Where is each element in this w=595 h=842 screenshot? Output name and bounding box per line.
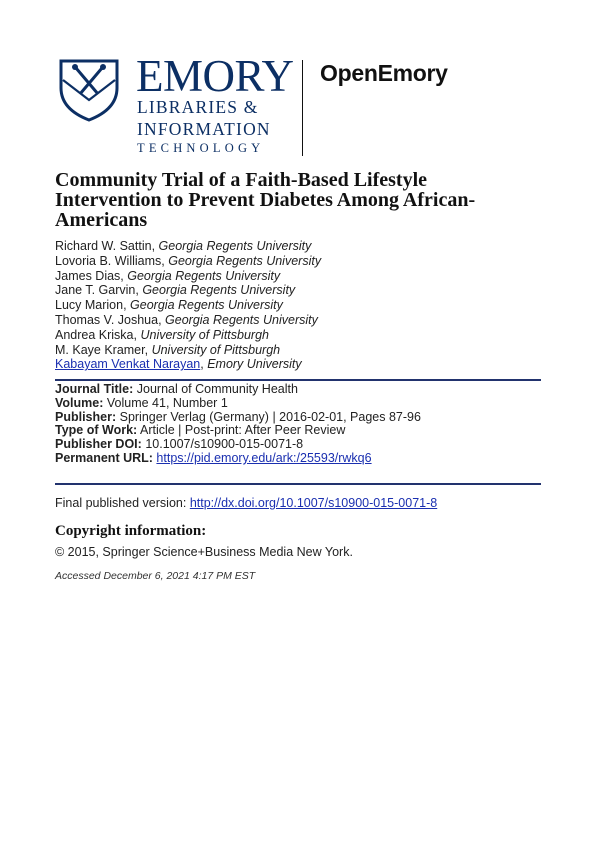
author-affiliation: Georgia Regents University: [142, 283, 296, 298]
author-row: James Dias, Georgia Regents University: [55, 268, 281, 283]
metadata-block: [55, 383, 541, 466]
author-name: James Dias: [55, 268, 121, 283]
meta-label: Permanent URL:: [55, 450, 153, 465]
accessed-timestamp: Accessed December 6, 2021 4:17 PM EST: [55, 570, 256, 582]
libraries-line-1: LIBRARIES &: [137, 97, 259, 117]
meta-label: Publisher:: [55, 409, 117, 424]
author-name: Andrea Kriska: [55, 327, 134, 342]
author-affiliation: Georgia Regents University: [130, 298, 283, 313]
meta-label: Journal Title:: [55, 382, 134, 396]
meta-value: Volume 41, Number 1: [106, 395, 228, 410]
author-row: Jane T. Garvin, Georgia Regents University: [55, 283, 296, 298]
author-affiliation: University of Pittsburgh: [151, 342, 281, 357]
header-divider: [302, 60, 303, 156]
author-list: [55, 239, 535, 372]
author-row: Lucy Marion, Georgia Regents University: [55, 298, 283, 313]
libraries-line-2: INFORMATION: [137, 119, 271, 139]
emory-wordmark: EMORY: [136, 51, 294, 101]
author-name: Jane T. Garvin: [55, 283, 136, 298]
meta-row-volume: [55, 397, 541, 411]
article-title: Community Trial of a Faith-Based Lifestyle Intervention to Prevent Diabetes Among African-Americans: [55, 169, 476, 231]
final-version-link[interactable]: http://dx.doi.org/10.1007/s10900-015-0071-8: [189, 496, 438, 510]
meta-value: Article | Post-print: After Peer Review: [139, 423, 346, 438]
copyright-text: © 2015, Springer Science+Business Media New York.: [55, 545, 353, 559]
author-row: Thomas V. Joshua, Georgia Regents University: [55, 312, 318, 327]
meta-row-url: [55, 452, 541, 466]
meta-row-doi: [55, 438, 541, 452]
author-affiliation: Emory University: [207, 357, 302, 372]
meta-value: 10.1007/s10900-015-0071-8: [145, 437, 304, 452]
author-affiliation: Georgia Regents University: [127, 268, 281, 283]
openemory-logo: OpenEmory: [320, 60, 448, 86]
author-name: Lovoria B. Williams: [55, 253, 162, 268]
author-affiliation: University of Pittsburgh: [140, 327, 269, 342]
author-link[interactable]: Kabayam Venkat Narayan: [55, 357, 201, 372]
libraries-line-3: TECHNOLOGY: [137, 141, 265, 155]
author-row: M. Kaye Kramer, University of Pittsburgh: [55, 342, 281, 357]
final-version-line: [55, 496, 437, 510]
author-row: Kabayam Venkat Narayan, Emory University: [55, 357, 302, 372]
meta-row-journal: [55, 383, 541, 397]
author-name: Lucy Marion: [55, 298, 124, 313]
section-rule-bottom: [55, 483, 541, 485]
author-name: M. Kaye Kramer: [55, 342, 145, 357]
meta-row-type: [55, 424, 541, 438]
meta-label: Type of Work:: [55, 423, 138, 438]
meta-value: Journal of Community Health: [136, 382, 298, 396]
author-affiliation: Georgia Regents University: [158, 239, 312, 253]
author-row: Andrea Kriska, University of Pittsburgh: [55, 327, 269, 342]
author-name: Thomas V. Joshua: [55, 312, 159, 327]
author-name: Richard W. Sattin: [55, 239, 152, 253]
section-rule-top: [55, 379, 541, 381]
author-affiliation: Georgia Regents University: [168, 253, 322, 268]
author-row: Lovoria B. Williams, Georgia Regents University: [55, 253, 322, 268]
meta-row-publisher: [55, 411, 541, 425]
permanent-url-link[interactable]: https://pid.emory.edu/ark:/25593/rwkq6: [156, 450, 372, 465]
meta-label: Volume:: [55, 395, 104, 410]
emory-shield-icon: [58, 58, 120, 122]
author-affiliation: Georgia Regents University: [165, 312, 318, 327]
final-version-label: Final published version:: [55, 496, 187, 510]
meta-value: Springer Verlag (Germany) | 2016-02-01, Pages 87-96: [119, 409, 421, 424]
copyright-heading: Copyright information:: [55, 523, 207, 539]
meta-label: Publisher DOI:: [55, 437, 142, 452]
author-row: Richard W. Sattin, Georgia Regents University: [55, 239, 312, 253]
